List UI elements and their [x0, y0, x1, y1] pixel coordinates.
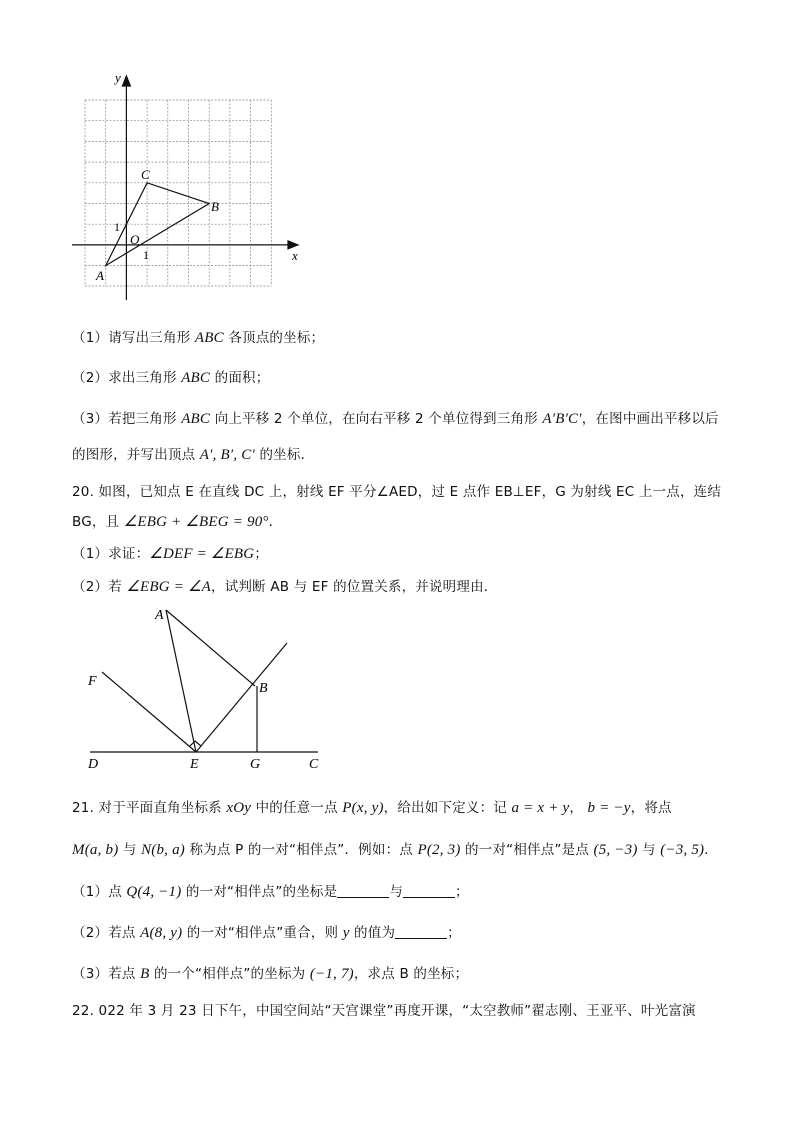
q21-l2-text1: 与: [118, 842, 142, 858]
q21-p3-text-end: ，求点 B 的坐标；: [353, 966, 469, 982]
q21-l2-math1: M(a, b): [72, 842, 119, 858]
q21-l2-math2: N(b, a): [141, 842, 185, 858]
q21-p3-text: （3）若点: [72, 966, 141, 982]
q19-p3-math1: ABC: [181, 411, 211, 427]
q21-line1: [72, 798, 672, 818]
q21-p1-and: 与: [389, 884, 404, 900]
q21-p2-text2: 的一对“相伴点”重合，则: [182, 925, 343, 941]
origin-label: O: [130, 232, 140, 247]
q20-p2-math: ∠EBG = ∠A: [126, 579, 212, 595]
q21-l2-math5: (−3, 5): [660, 842, 705, 858]
q21-p2-text-end: ；: [447, 925, 461, 941]
q21-part2: [72, 923, 461, 943]
y-axis-label: y: [115, 70, 121, 85]
q21-p2-text: （2）若点: [72, 925, 141, 941]
q20-l2-math: ∠EBG + ∠BEG = 90°: [123, 514, 269, 530]
q21-l1-text4: ，: [569, 800, 588, 816]
point-b-label: B: [211, 199, 219, 214]
label-f: F: [88, 674, 97, 689]
q21-l1-math3: a = x + y: [511, 800, 570, 816]
q21-l1-math4: b = −y: [587, 800, 631, 816]
q19-p3-math2: A′B′C′: [542, 411, 582, 427]
answer-blank-1[interactable]: [337, 883, 389, 898]
q19-p3-text: （3）若把三角形: [72, 411, 182, 427]
q19-p1-math: ABC: [194, 330, 224, 346]
unit-x-label: 1: [143, 248, 149, 262]
q19-p1-text: （1）请写出三角形: [72, 330, 195, 346]
q21-l1-math1: xOy: [226, 800, 252, 816]
q22-line1: 22. 022 年 3 月 23 日下午，中国空间站“天宫课堂”再度开课，“太空教师”翟志刚、王亚平、叶光富演: [72, 1003, 696, 1019]
q20-l2-text: BG，且: [72, 514, 124, 530]
q21-part1: [72, 882, 469, 902]
q19-p2-math: ABC: [181, 370, 211, 386]
q21-p1-math: Q(4, −1): [126, 884, 182, 900]
answer-blank-3[interactable]: [395, 924, 447, 939]
q21-part3: [72, 964, 468, 984]
q20-part1: [72, 544, 268, 564]
label-d: D: [88, 757, 99, 772]
q20-line2: [72, 512, 282, 532]
unit-y-label: 1: [114, 220, 120, 234]
q19-p3b-math: A′, B′, C′: [199, 447, 255, 463]
q21-p1-text-end: ；: [455, 884, 469, 900]
q21-p3-text2: 的一个“相伴点”的坐标为: [149, 966, 310, 982]
label-a: A: [155, 608, 164, 623]
q21-l2-text3: 的一对“相伴点”是点: [460, 842, 594, 858]
q20-line1: 20. 如图，已知点 E 在直线 DC 上，射线 EF 平分∠AED，过 E 点作 EB⊥EF，G 为射线 EC 上一点，连结: [72, 484, 722, 500]
q20-p2-text: （2）若: [72, 579, 127, 595]
q19-p3-text-mid: 向上平移 2 个单位，在向右平移 2 个单位得到三角形: [210, 411, 543, 427]
geometry-diagram: [80, 600, 330, 775]
q19-p2-text-end: 的面积；: [210, 370, 270, 386]
q21-p2-var: y: [342, 925, 350, 941]
q20-p1-math: ∠DEF = ∠EBG: [149, 546, 255, 562]
q20-p2-text-end: ，试判断 AB 与 EF 的位置关系，并说明理由．: [211, 579, 498, 595]
q21-l2-math4: (5, −3): [593, 842, 638, 858]
point-c-label: C: [141, 167, 150, 182]
q21-l2-text-end: ．: [704, 842, 718, 858]
q20-l2-text-end: ．: [268, 514, 283, 530]
label-g: G: [250, 757, 261, 772]
q20-part2: [72, 577, 498, 597]
coordinate-grid-figure: [70, 68, 310, 306]
right-angle-mark: [190, 741, 201, 746]
point-a-label: A: [96, 268, 104, 283]
label-e: E: [190, 757, 199, 772]
label-b: B: [259, 681, 268, 696]
q21-l1-text2: 中的任意一点: [251, 800, 343, 816]
label-c: C: [309, 757, 319, 772]
q19-part1: [72, 328, 324, 348]
ray-eb: [196, 643, 287, 752]
q21-l1-text-end: ，将点: [630, 800, 672, 816]
q21-l1-math2: P(x, y): [342, 800, 384, 816]
q19-p3-text-end: ，在图中画出平移以后: [581, 411, 719, 427]
q19-part3-line1: [72, 409, 719, 429]
q21-p2-text3: 的值为: [349, 925, 396, 941]
q19-part3-line2: [72, 445, 314, 465]
q19-part2: [72, 368, 269, 388]
q19-p2-text: （2）求出三角形: [72, 370, 182, 386]
q21-p3-math2: (−1, 7): [309, 966, 354, 982]
q21-p1-text: （1）点: [72, 884, 127, 900]
x-axis-label: x: [292, 248, 298, 263]
q20-p1-text: （1）求证：: [72, 546, 150, 562]
q20-p1-text-end: ；: [254, 546, 269, 562]
answer-blank-2[interactable]: [403, 883, 455, 898]
q19-p3b-text: 的图形，并写出顶点: [72, 447, 200, 463]
q19-p1-text-end: 各顶点的坐标；: [223, 330, 325, 346]
q21-l1-text3: ，给出如下定义：记: [383, 800, 512, 816]
q19-p3b-text-end: 的坐标．: [254, 447, 315, 463]
q21-l2-text2: 称为点 P 的一对“相伴点”．例如：点: [184, 842, 418, 858]
q21-line2: [72, 840, 718, 860]
q21-p2-math: A(8, y): [140, 925, 183, 941]
q21-l2-math3: P(2, 3): [417, 842, 461, 858]
q21-p1-text2: 的一对“相伴点”的坐标是: [181, 884, 338, 900]
q21-p3-math: B: [140, 966, 150, 982]
q21-l2-text4: 与: [637, 842, 661, 858]
q21-l1-text: 21. 对于平面直角坐标系: [72, 800, 227, 816]
